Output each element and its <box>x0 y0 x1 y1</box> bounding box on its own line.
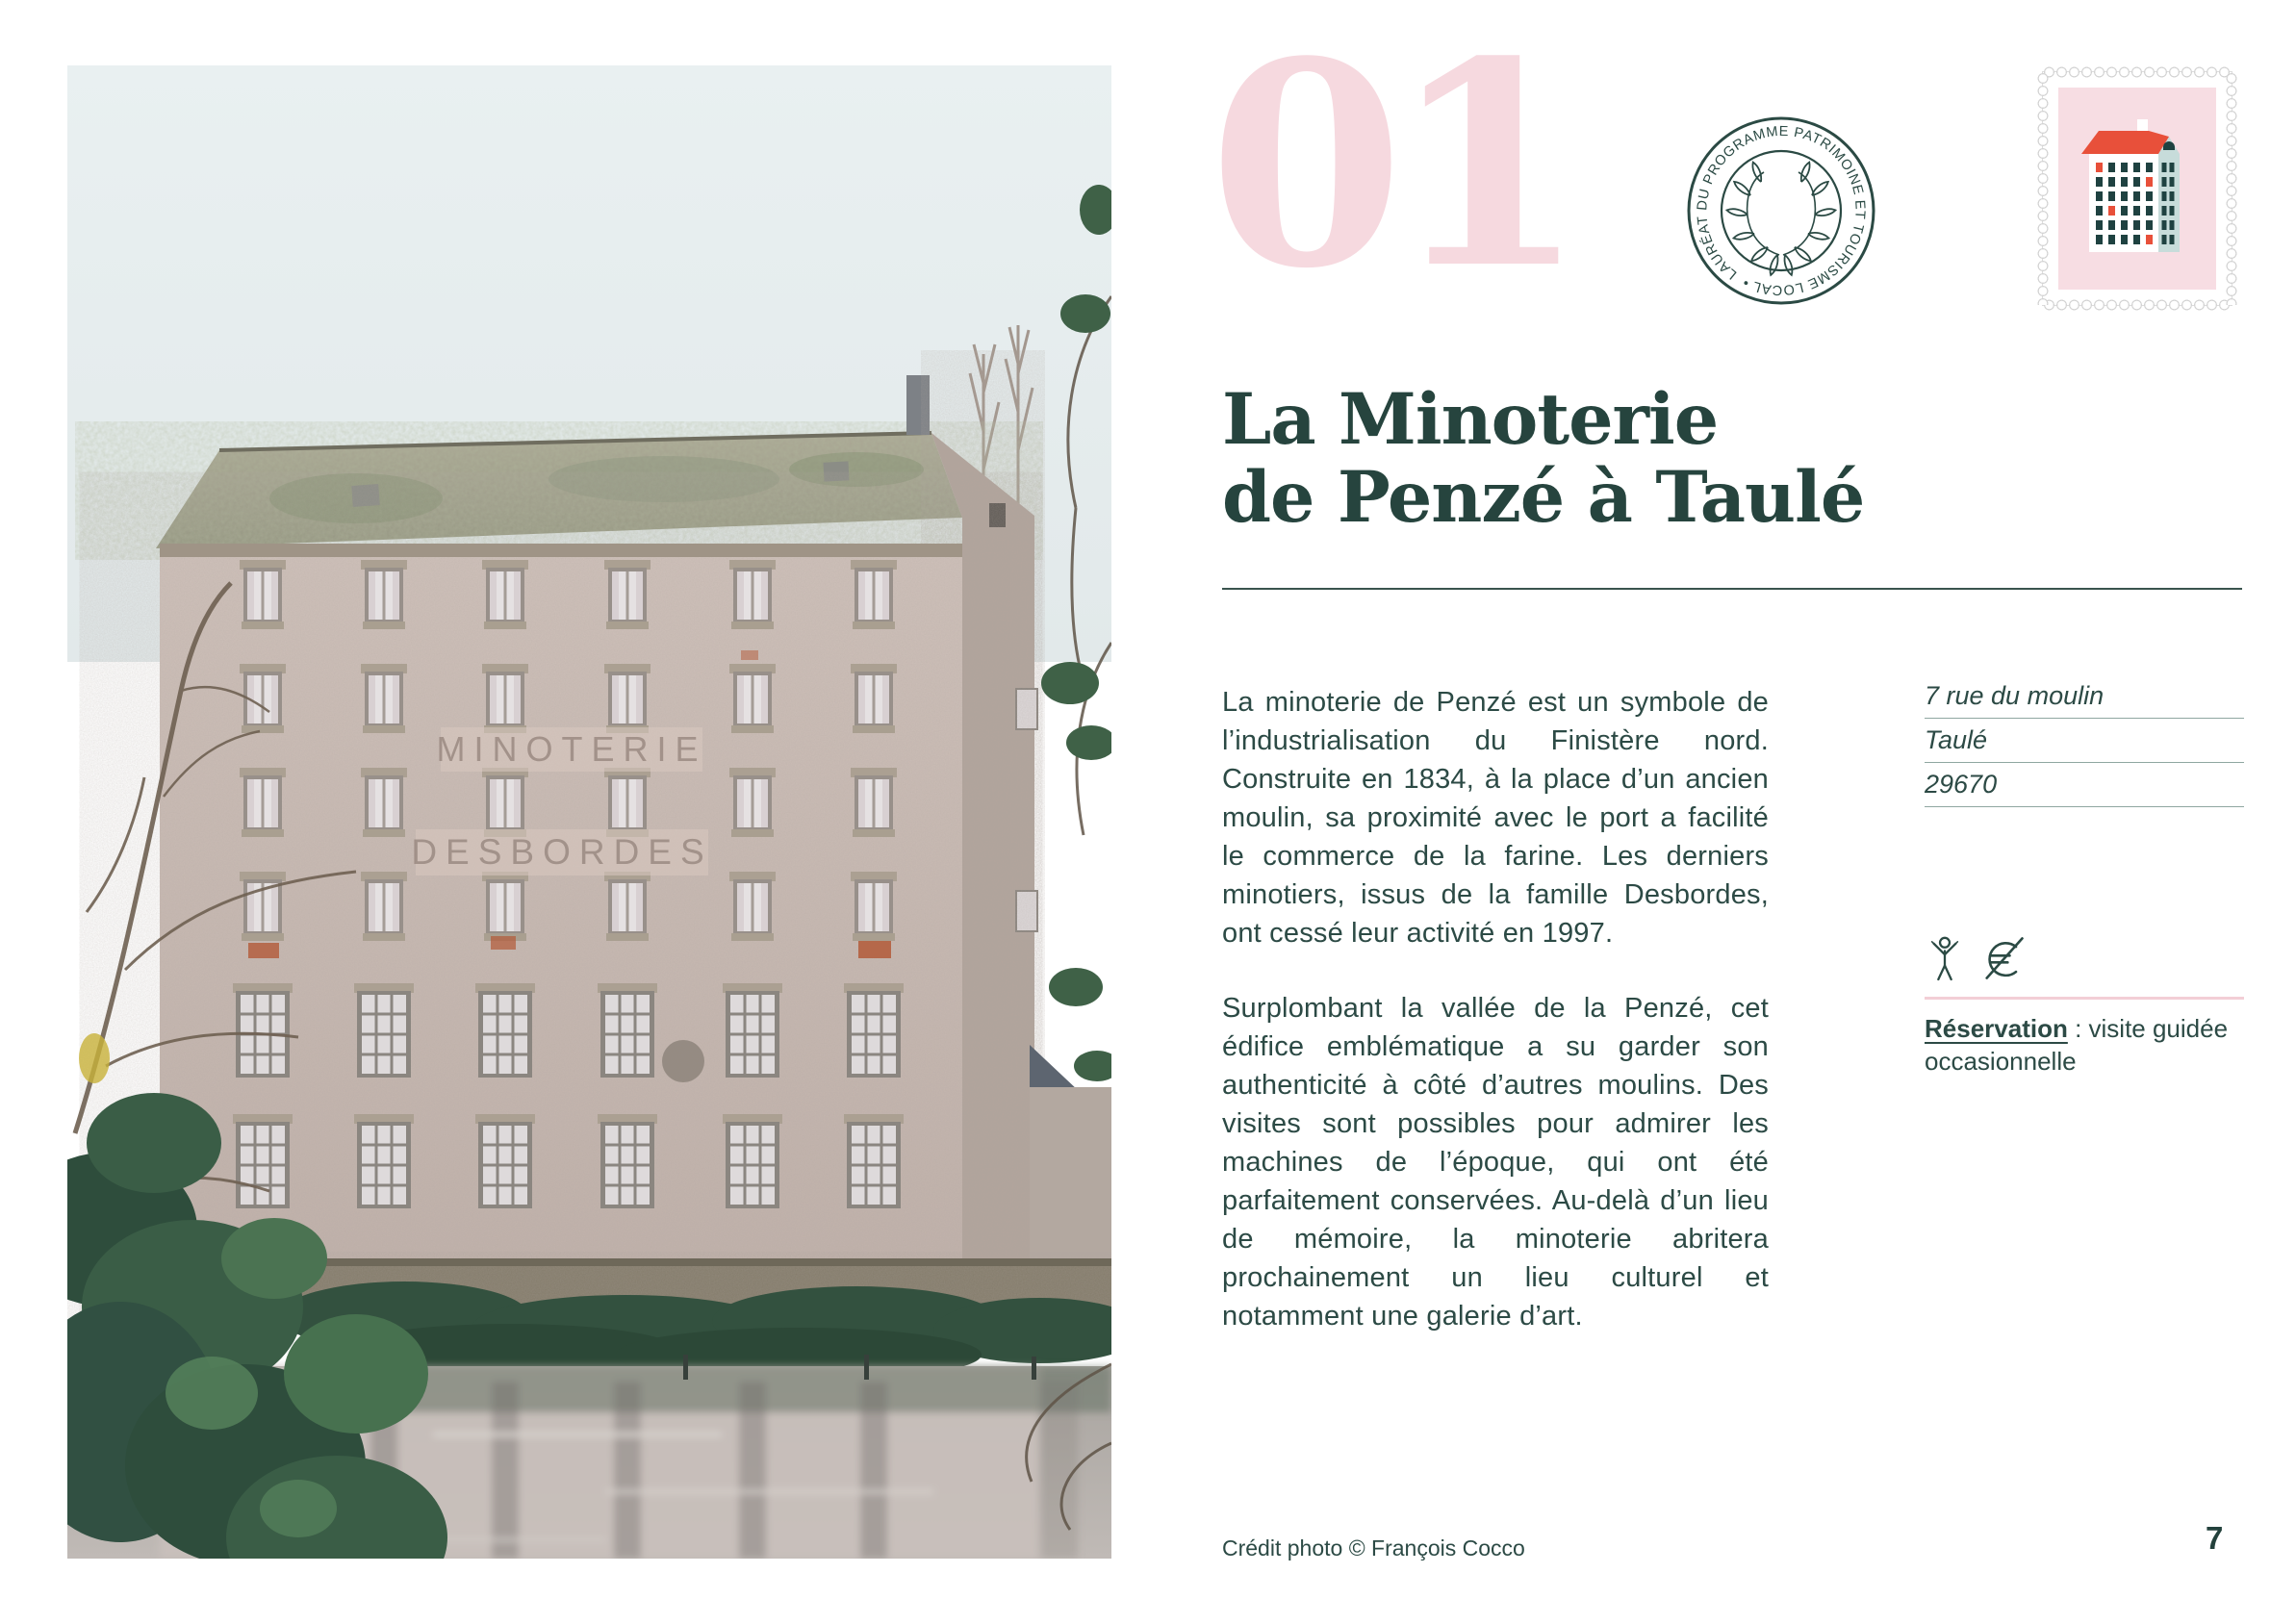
building-icon <box>2070 110 2205 268</box>
laurel-branches <box>1726 161 1836 275</box>
award-seal <box>1680 110 1882 312</box>
title-divider <box>1222 588 2242 590</box>
description-paragraph-2: Surplombant la vallée de la Penzé, cet édifice emblématique a su garder son authenticité à côté d’autres moulins. Des visites sont possibles pour admirer les machines de l’époque, qui ont été parfaitement conservées. Au-delà d’un lieu de mémoire, la minoterie abritera prochainement un lieu culturel et notamment une galerie d’art. <box>1222 993 1769 1332</box>
issue-number: 01 <box>1209 0 1573 330</box>
page-number: 7 <box>2206 1520 2224 1556</box>
person-arms-raised-icon <box>1925 933 1965 983</box>
reservation-label: Réservation <box>1925 1014 2068 1043</box>
building-sign-minoterie: MINOTERIE <box>436 729 707 769</box>
mill-photo <box>67 65 1111 1559</box>
address-street: 7 rue du moulin <box>1925 681 2244 719</box>
postage-stamp <box>2042 71 2232 306</box>
stamp-perforation-top <box>2043 66 2232 78</box>
page-title <box>1222 378 1865 539</box>
page-title-line2: de Penzé à Taulé <box>1222 456 1865 539</box>
reservation-note <box>1925 1012 2244 1078</box>
mill-photo-illustration <box>67 65 1111 1559</box>
photo-credit: Crédit photo © François Cocco <box>1222 1535 1525 1561</box>
laurel-wreath-icon <box>1680 110 1882 312</box>
address-city: Taulé <box>1925 725 2244 763</box>
stamp-perforation-bottom <box>2043 299 2232 311</box>
page-title-line1: La Minoterie <box>1222 378 1719 461</box>
stamp-perforation-left <box>2037 72 2049 305</box>
info-column <box>1925 681 2244 1076</box>
description-text <box>1222 683 1769 1335</box>
info-divider <box>1925 997 2244 1000</box>
building-sign-desbordes: DESBORDES <box>411 832 713 872</box>
no-euro-free-entry-icon <box>1978 933 2028 983</box>
seal-ring-text: LAURÉAT DU PROGRAMME PATRIMOINE ET TOURISME LOCAL • <box>1695 123 1868 298</box>
reservation-detail: : visite guidée occasionnelle <box>1925 1014 2229 1076</box>
stamp-background <box>2058 88 2216 290</box>
description-paragraph-1: La minoterie de Penzé est un symbole de l’industrialisation du Finistère nord. Construite en 1834, à la place d’un ancien moulin, sa proximité avec le port a facilité le commerce de la farine. Les derniers minotiers, issus de la famille Desbordes, ont cessé leur activité en 1997. <box>1222 687 1769 949</box>
amenity-icons <box>1925 933 2028 983</box>
address-postal-code: 29670 <box>1925 770 2244 807</box>
stamp-perforation-right <box>2226 72 2237 305</box>
